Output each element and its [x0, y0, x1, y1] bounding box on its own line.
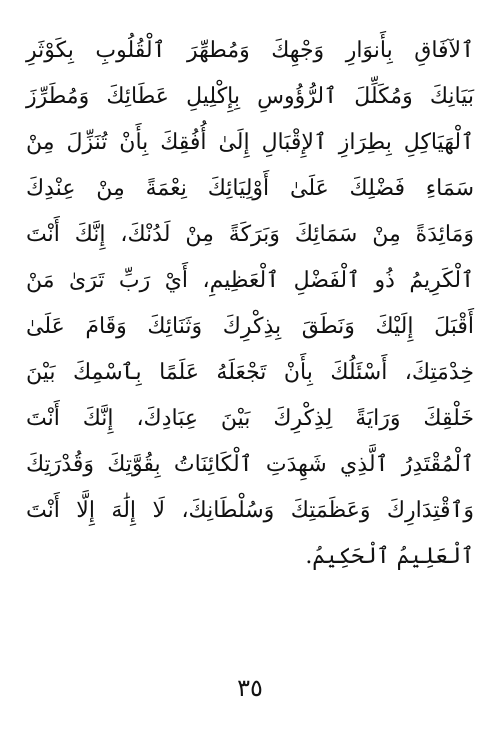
text-line: وَٱقْتِدَارِكَ وَعَظَمَتِكَ وَسُلْطَانِكَ، لَا إِلَٰهَ إِلَّا أَنْتَ [26, 498, 474, 523]
page-number: ٣٥ [237, 674, 263, 702]
text-line: وَمَائِدَةً مِنْ سَمَائِكَ وَبَرَكَةً مِنْ لَدُنْكَ، إِنَّكَ أَنْتَ [26, 222, 474, 247]
text-line: خَلْقِكَ وَرَايَةً لِذِكْرِكَ بَيْنَ عِبَادِكَ، إِنَّكَ أَنْتَ [26, 406, 474, 431]
text-line: بَيَانِكَ وَمُكَلِّلَ ٱلرُّؤُوسِ بِإِكْلِيلِ عَطَائِكَ وَمُطَرِّزَ [26, 84, 474, 109]
text-line: ٱلآفَاقِ بِأَنوَارِ وَجْهِكَ وَمُطهِّرَ ٱلْقُلُوبِ بِكَوْثَرِ [26, 38, 474, 63]
text-line: ٱلْمُقْتَدِرُ ٱلَّذِي شَهِدَتِ ٱلْكَائِنَاتُ بِقُوَّتِكَ وَقُدْرَتِكَ [26, 452, 474, 477]
text-line: خِدْمَتِكَ، أَسْئَلُكَ بِأَنْ تَجْعَلَهُ عَلَمًا بِٱسْمِكَ بَيْنَ [26, 360, 474, 385]
text-line: سَمَاءِ فَضْلِكَ عَلَىٰ أَوْلِيَائِكَ نِعْمَةً مِنْ عِنْدِكَ [26, 176, 474, 201]
prayer-text-block [26, 28, 474, 580]
text-line: ٱلْهَيَاكِلِ بِطِرَازِ ٱلإِقْبَالِ إِلَىٰ أُفُقِكَ بِأَنْ تُنَزِّلَ مِنْ [26, 130, 474, 155]
text-line: ٱلْكَرِيمُ ذُو ٱلْفَضْلِ ٱلْعَظِيمِ، أَيْ رَبِّ تَرَىٰ مَنْ [26, 268, 474, 293]
text-line: أَقْبَلَ إِلَيْكَ وَنَطَقَ بِذِكْرِكَ وَثَنَائِكَ وَقَامَ عَلَىٰ [26, 314, 474, 339]
text-line-final: ٱلْعَلِيمُ ٱلْحَكِيمُ. [305, 544, 474, 569]
